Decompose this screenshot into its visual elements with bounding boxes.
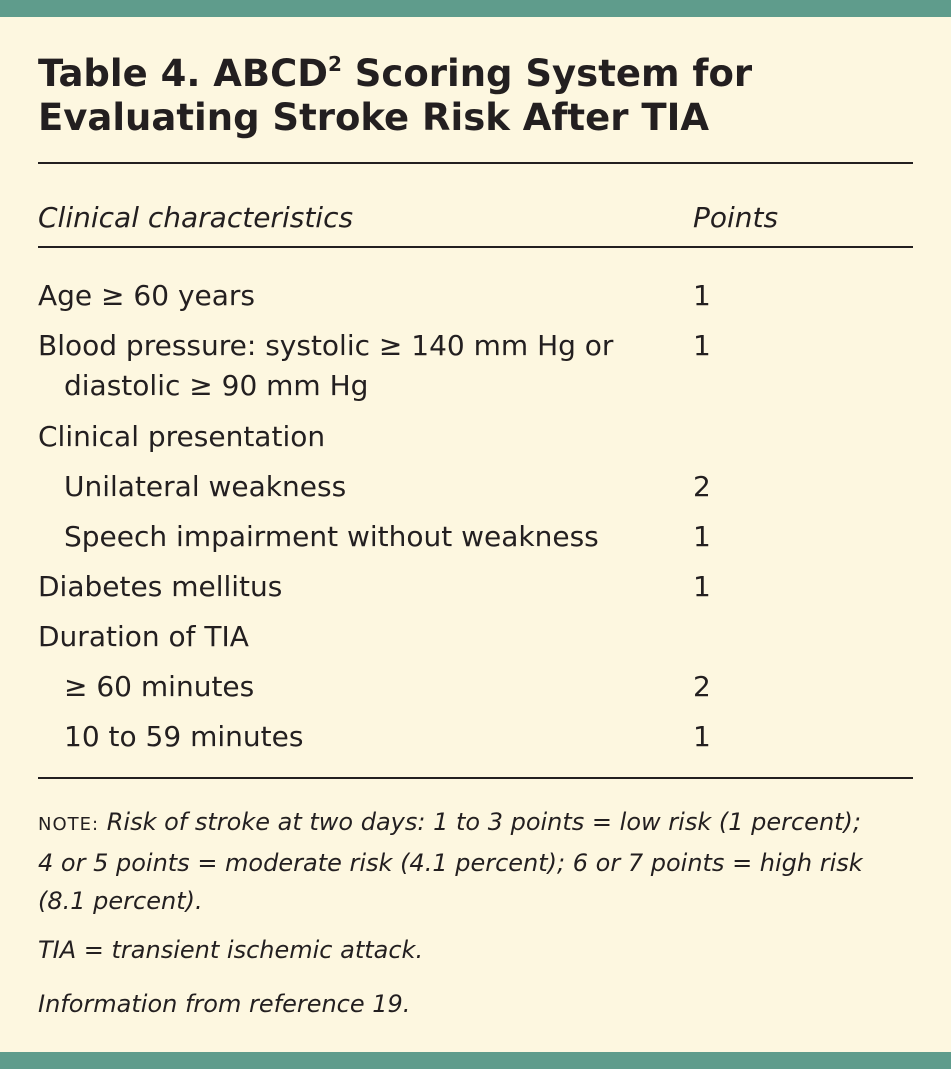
row-label: Age ≥ 60 years xyxy=(38,279,255,312)
risk-note xyxy=(38,803,918,920)
title-divider xyxy=(38,162,913,164)
row-label: Diabetes mellitus xyxy=(38,570,283,603)
top-color-band xyxy=(0,0,951,17)
row-label xyxy=(38,326,638,406)
table-bottom-divider xyxy=(38,777,913,779)
risk-note-line2: 4 or 5 points = moderate risk (4.1 percent); 6 or 7 points = high risk xyxy=(38,849,863,877)
row-label-line2: diastolic ≥ 90 mm Hg xyxy=(64,369,369,402)
table-title: Table 4. ABCD$^2$ Scoring System for Evaluating Stroke Risk After TIA xyxy=(38,52,753,139)
source-note: Information from reference 19. xyxy=(38,990,411,1018)
row-points: 1 xyxy=(693,520,711,553)
header-divider xyxy=(38,246,913,248)
risk-note-line3: (8.1 percent). xyxy=(38,887,203,915)
column-header-characteristics: Clinical characteristics xyxy=(38,201,354,234)
title-superscript: 2 xyxy=(327,52,342,76)
row-points: 1 xyxy=(693,570,711,603)
row-label: Duration of TIA xyxy=(38,620,249,653)
row-points: 1 xyxy=(693,720,711,753)
row-label: ≥ 60 minutes xyxy=(64,670,255,703)
row-label: Speech impairment without weakness xyxy=(64,520,599,553)
row-points: 2 xyxy=(693,470,711,503)
row-points: 1 xyxy=(693,279,711,312)
column-header-points: Points xyxy=(693,201,779,234)
row-label: Clinical presentation xyxy=(38,420,326,453)
row-label: 10 to 59 minutes xyxy=(64,720,304,753)
row-label: Unilateral weakness xyxy=(64,470,347,503)
bottom-color-band xyxy=(0,1052,951,1069)
row-points: 2 xyxy=(693,670,711,703)
row-label-line1: Blood pressure: systolic ≥ 140 mm Hg or xyxy=(38,329,614,362)
note-label: NOTE: xyxy=(38,814,100,835)
abbreviation-note: TIA = transient ischemic attack. xyxy=(38,936,424,964)
risk-note-line1: NOTE: Risk of stroke at two days: 1 to 3 points = low risk (1 percent); xyxy=(38,808,862,836)
row-points: 1 xyxy=(693,329,711,362)
